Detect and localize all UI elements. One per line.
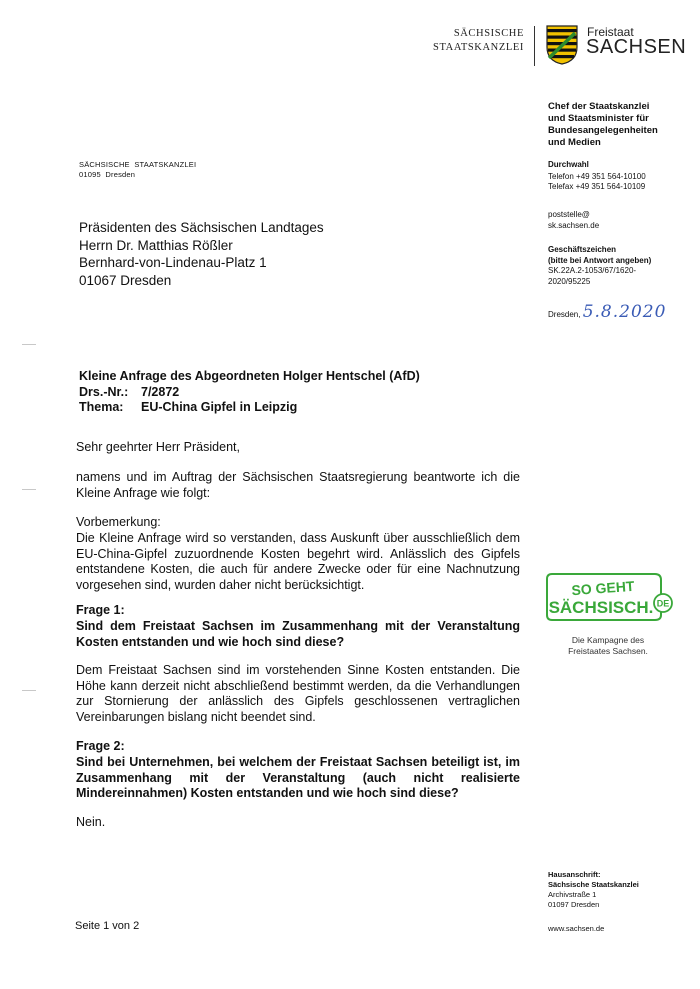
date-label: Dresden, [548, 310, 581, 319]
sender-title-line-3: Bundesangelegenheiten [548, 125, 658, 136]
answer-2-text: Nein. [76, 815, 106, 829]
saxony-coat-of-arms-icon [546, 25, 578, 65]
campaign-badge: DE [656, 598, 670, 609]
fold-mark [22, 690, 36, 691]
address-street: Archivstraße 1 [548, 890, 597, 899]
reference-note: (bitte bei Antwort angeben) [548, 255, 652, 265]
recipient-line-1: Präsidenten des Sächsischen Landtages [79, 220, 324, 235]
question-2-label: Frage 2: [76, 739, 125, 753]
recipient-line-3: Bernhard-von-Lindenau-Platz 1 [79, 255, 267, 270]
subject-title: Kleine Anfrage des Abgeordneten Holger Hentschel (AfD) [79, 369, 420, 383]
address-city: 01097 Dresden [548, 900, 600, 909]
date-block [548, 302, 698, 322]
website-link[interactable]: www.sachsen.de [548, 924, 605, 933]
answer-1-text: Dem Freistaat Sachsen sind im vorstehenden Sinne Kosten entstanden. Die Höhe kann derzeit nicht abschließend bestimmt werden, da die Verhandlungen zur Stornierung der anlässlich des Gipfels geschlossenen vertraglichen Vereinbarungen bislang nicht beendet sind. [76, 663, 520, 724]
drs-line [79, 385, 420, 401]
campaign-caption-1: Die Kampagne des [571, 635, 645, 645]
recipient-line-4: 01067 Dresden [79, 272, 172, 288]
email-line-1: poststelle@ [548, 210, 590, 219]
question-1-label: Frage 1: [76, 603, 125, 617]
punch-mark [22, 489, 36, 490]
email-line-2: sk.sachsen.de [548, 220, 600, 230]
header-divider [534, 26, 535, 66]
sender-title [548, 101, 698, 149]
email-block [548, 210, 698, 231]
intro-paragraph: namens und im Auftrag der Sächsischen Staatsregierung beantworte ich die Kleine Anfrage wie folgt: [76, 470, 520, 500]
sender-title-line-2: und Staatsminister für [548, 113, 649, 124]
recipient-line-2: Herrn Dr. Matthias Rößler [79, 237, 233, 253]
telefon-value: Telefon +49 351 564-10100 [548, 171, 646, 181]
preliminary-text: Die Kleine Anfrage wird so verstanden, dass Auskunft über ausschließlich dem EU-China-Gipfel zuzuordnende Kosten begehrt wird. Anlässlich des Gipfels entstandene Kosten, die auch für andere Zwecke oder für eine Nachnutzung vorgesehen sind, wurden daher nicht berücksichtigt. [76, 531, 520, 592]
sender-title-line-4: und Medien [548, 137, 601, 148]
preliminary-label: Vorbemerkung: [76, 515, 161, 529]
drs-value: 7/2872 [141, 384, 180, 399]
reference-label: Geschäftszeichen [548, 245, 617, 254]
date-handwritten: 5.8.2020 [582, 302, 667, 322]
topic-line [79, 400, 420, 416]
recipient-address [79, 219, 324, 289]
campaign-line-2: SÄCHSISCH. [548, 598, 654, 617]
topic-value: EU-China Gipfel in Leipzig [141, 400, 298, 414]
durchwahl-label: Durchwahl [548, 160, 589, 169]
page-number: Seite 1 von 2 [75, 920, 140, 932]
reference-value-2: 2020/95225 [548, 276, 591, 286]
question-1-text: Sind dem Freistaat Sachsen im Zusammenhang mit der Veranstaltung Kosten entstanden und wie hoch sind diese? [76, 619, 520, 649]
question-2-text: Sind bei Unternehmen, bei welchem der Freistaat Sachsen beteiligt ist, im Zusammenhang mit der Veranstaltung (auch nicht realisierte Mindereinnahmen) Kosten entstanden und wie hoch sind diese? [76, 755, 520, 800]
campaign-logo [543, 571, 673, 623]
state-name: SACHSEN [586, 36, 687, 58]
fold-mark [22, 344, 36, 345]
agency-line-1: SÄCHSISCHE [453, 28, 524, 39]
agency-name [433, 27, 524, 55]
address-label: Hausanschrift: [548, 870, 601, 879]
subject-block [79, 369, 420, 416]
topic-label: Thema: [79, 400, 124, 414]
sender-title-line-1: Chef der Staatskanzlei [548, 101, 650, 112]
state-label: Freistaat [587, 25, 634, 39]
campaign-caption-2: Freistaates Sachsen. [568, 646, 648, 656]
agency-line-2: STAATSKANZLEI [433, 42, 524, 53]
salutation: Sehr geehrter Herr Präsident, [76, 440, 240, 454]
drs-label: Drs.-Nr.: [79, 384, 129, 399]
telefax-value: Telefax +49 351 564-10109 [548, 182, 646, 191]
sender-line-2: 01095 Dresden [79, 169, 136, 179]
campaign-caption [541, 635, 675, 657]
reference-block [548, 245, 698, 287]
contact-block [548, 160, 698, 193]
sender-line-1: SÄCHSISCHE STAATSKANZLEI [79, 160, 197, 169]
postal-address [548, 870, 639, 910]
campaign-line-1: SO GEHT [570, 577, 635, 599]
sender-address [79, 160, 196, 179]
reference-value-1: SK.22A.2-1053/67/1620- [548, 266, 637, 275]
address-name: Sächsische Staatskanzlei [548, 880, 639, 889]
